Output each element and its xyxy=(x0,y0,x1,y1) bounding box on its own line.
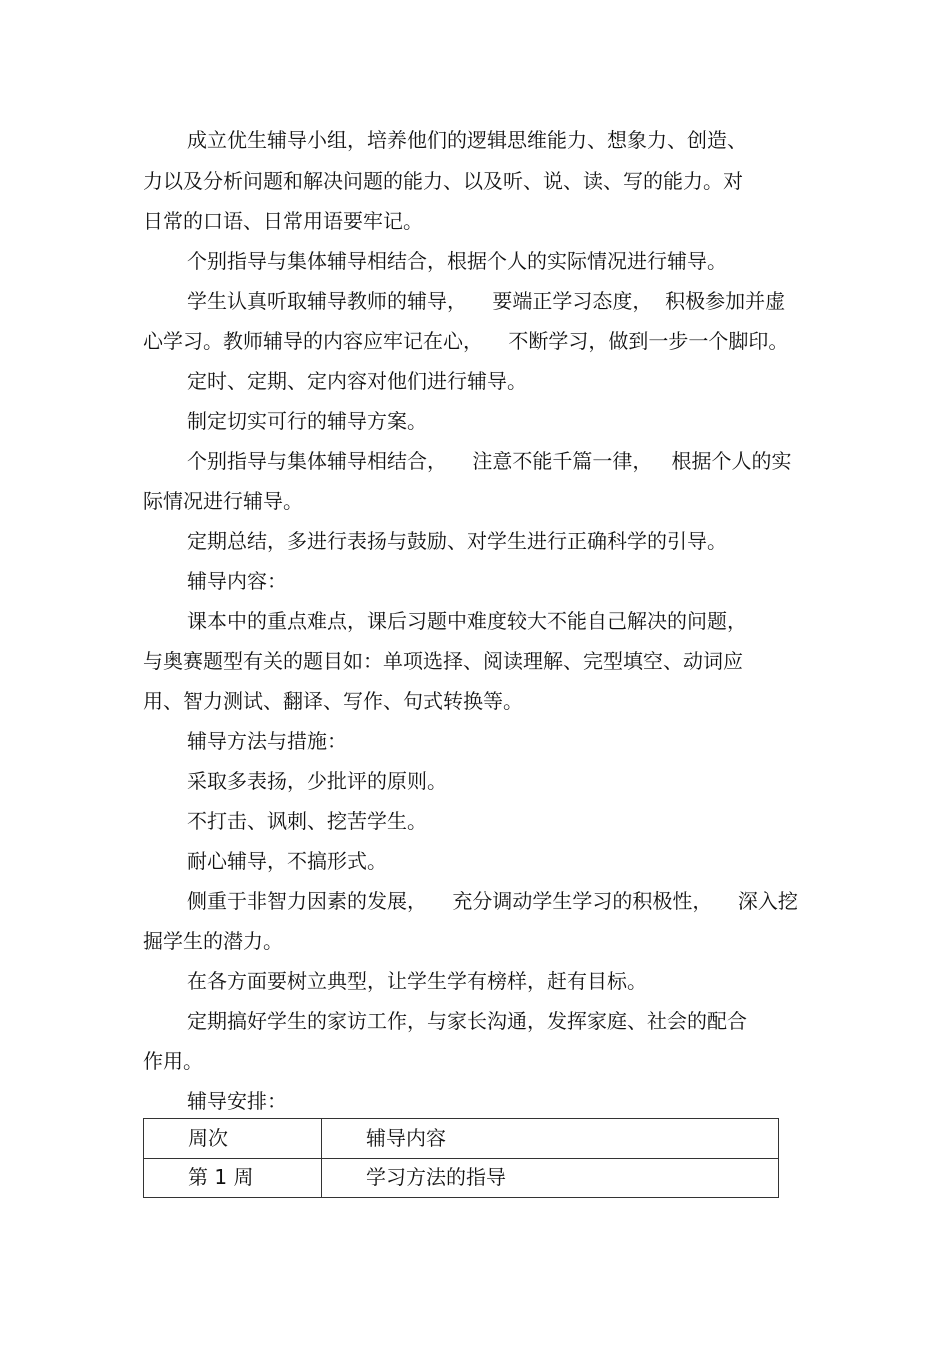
section-heading: 辅导安排： xyxy=(187,1089,287,1113)
paragraph-line: 定期总结，多进行表扬与鼓励、对学生进行正确科学的引导。 xyxy=(187,529,727,553)
paragraph-line: 不打击、讽刺、挖苦学生。 xyxy=(187,809,427,833)
section-heading: 辅导方法与措施： xyxy=(187,729,347,753)
paragraph-line: 侧重于非智力因素的发展， 充分调动学生学习的积极性， 深入挖 xyxy=(187,889,798,913)
paragraph-line: 用、智力测试、翻译、写作、句式转换等。 xyxy=(143,689,523,713)
paragraph-line: 在各方面要树立典型，让学生学有榜样，赶有目标。 xyxy=(187,969,647,993)
paragraph-line: 成立优生辅导小组，培养他们的逻辑思维能力、想象力、创造、 xyxy=(187,128,747,152)
paragraph-line: 课本中的重点难点，课后习题中难度较大不能自己解决的问题， xyxy=(187,609,747,633)
section-heading: 辅导内容： xyxy=(187,569,287,593)
paragraph-line: 掘学生的潜力。 xyxy=(143,929,283,953)
table-cell-week: 第 1 周 xyxy=(188,1165,254,1189)
paragraph-line: 个别指导与集体辅导相结合， 注意不能千篇一律， 根据个人的实 xyxy=(187,449,792,473)
paragraph-line: 个别指导与集体辅导相结合，根据个人的实际情况进行辅导。 xyxy=(187,249,727,273)
paragraph-line: 制定切实可行的辅导方案。 xyxy=(187,409,427,433)
paragraph-line: 采取多表扬，少批评的原则。 xyxy=(187,769,447,793)
paragraph-line: 日常的口语、日常用语要牢记。 xyxy=(143,209,423,233)
table-row xyxy=(144,1158,778,1197)
paragraph-line: 际情况进行辅导。 xyxy=(143,489,303,513)
table-header-content: 辅导内容 xyxy=(366,1126,446,1150)
paragraph-line: 心学习。教师辅导的内容应牢记在心， 不断学习，做到一步一个脚印。 xyxy=(143,329,789,353)
table-cell-content: 学习方法的指导 xyxy=(366,1165,506,1189)
table-header-row xyxy=(144,1119,778,1159)
table-header-week: 周次 xyxy=(188,1126,228,1150)
paragraph-line: 耐心辅导，不搞形式。 xyxy=(187,849,387,873)
paragraph-line: 与奥赛题型有关的题目如：单项选择、阅读理解、完型填空、动词应 xyxy=(143,649,743,673)
paragraph-line: 定时、定期、定内容对他们进行辅导。 xyxy=(187,369,527,393)
paragraph-line: 学生认真听取辅导教师的辅导， 要端正学习态度， 积极参加并虚 xyxy=(187,289,786,313)
paragraph-line: 定期搞好学生的家访工作，与家长沟通，发挥家庭、社会的配合 xyxy=(187,1009,747,1033)
schedule-table xyxy=(143,1118,779,1198)
paragraph-line: 力以及分析问题和解决问题的能力、以及听、说、读、写的能力。对 xyxy=(143,169,743,193)
paragraph-line: 作用。 xyxy=(143,1049,203,1073)
